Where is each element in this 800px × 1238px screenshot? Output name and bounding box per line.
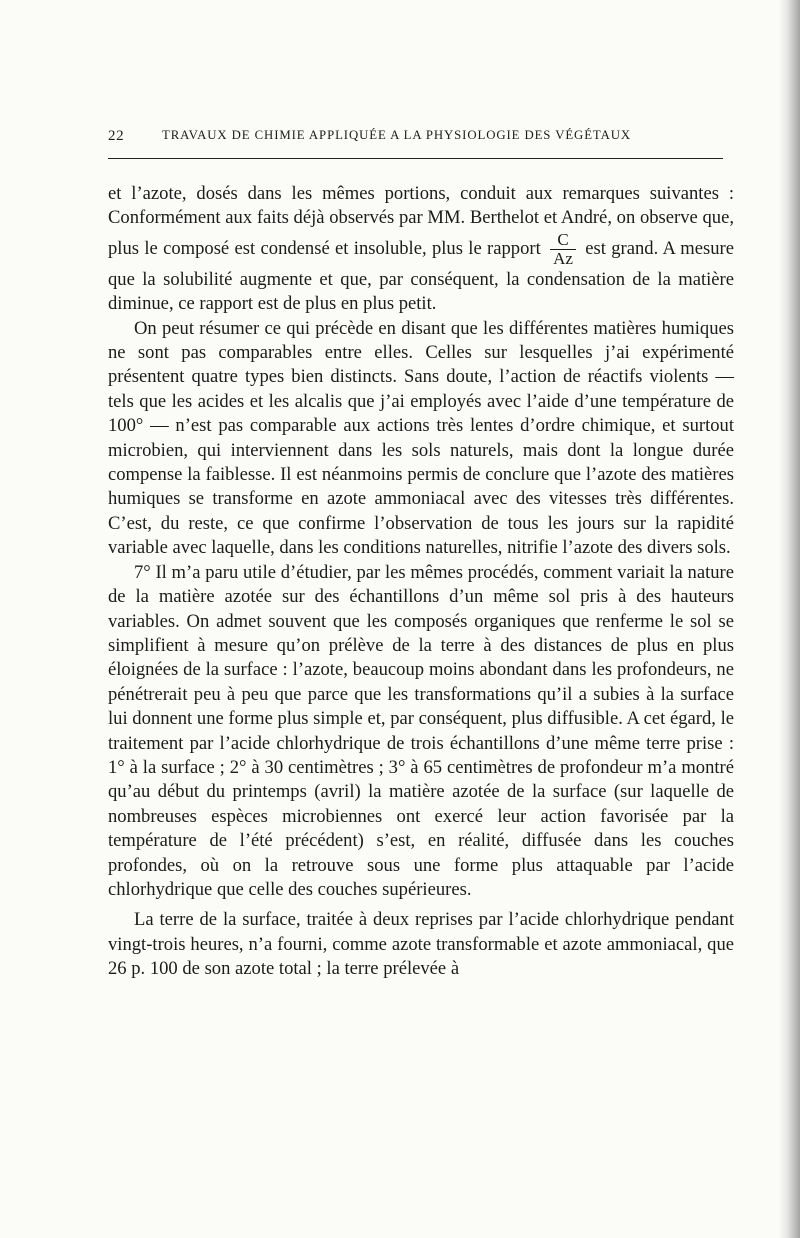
paragraph-1-part-a: et l’azote, dosés dans les mêmes portions, conduit aux remarques suivantes : Conformément aux faits déjà observés par MM. Berthelot et André, on observe que, plus le composé est condensé et insoluble, plus le rapport [108,183,734,259]
paragraph-1 [108,182,734,317]
running-header [108,124,723,150]
paragraph-2: On peut résumer ce qui précède en disant que les différentes matières humiques ne sont pas comparables entre elles. Celles sur lesquelles j’ai expérimenté présentent quatre types bien distincts. Sans doute, l’action de réactifs violents — tels que les acides et les alcalis que j’ai employés avec l’aide d’une température de 100° — n’est pas comparable aux actions très lentes d’ordre chimique, et surtout microbien, qui interviennent dans les sols naturels, mais dont la longue durée compense la faiblesse. Il est néanmoins permis de conclure que l’azote des matières humiques se transforme en azote ammoniacal avec des vitesses très différentes. C’est, du reste, ce que confirme l’observation de tous les jours sur la rapidité variable avec laquelle, dans les conditions naturelles, nitrifie l’azote des divers sols. [108,317,734,559]
paragraph-1-part-b: est grand. A mesure que la solubilité augmente et que, par conséquent, la condensation de la matière diminue, ce rapport est de plus en plus petit. [108,237,734,315]
paragraph-4: La terre de la surface, traitée à deux reprises par l’acide chlorhydrique pendant vingt-trois heures, n’a fourni, comme azote transformable et azote ammoniacal, que 26 p. 100 de son azote total ; la terre prélevée à [108,909,734,980]
body-text [108,182,734,982]
ratio-fraction [550,231,576,268]
scan-shadow-edge [778,0,800,1238]
running-title: TRAVAUX DE CHIMIE APPLIQUÉE A LA PHYSIOLOGIE DES VÉGÉTAUX [162,128,632,142]
page-number: 22 [108,128,125,144]
header-rule [108,158,723,159]
fraction-numerator: C [550,231,576,250]
paragraph-3: 7° Il m’a paru utile d’étudier, par les mêmes procédés, comment variait la nature de la matière azotée sur des échantillons d’un même sol pris à des hauteurs variables. On admet souvent que les composés organiques que renferme le sol se simplifient à mesure qu’on prélève de la terre à des distances de plus en plus éloignées de la surface : l’azote, beaucoup moins abondant dans les profondeurs, ne pénétrerait peu à peu que parce que les transformations qu’il a subies à la surface lui donnent une forme plus simple et, par conséquent, plus diffusible. A cet égard, le traitement par l’acide chlorhydrique de trois échantillons d’une même terre prise : 1° à la surface ; 2° à 30 centimètres ; 3° à 65 centimètres de profondeur m’a montré qu’au début du printemps (avril) la matière azotée de la surface (sur laquelle de nombreuses espèces microbiennes ont exercé leur action favorisée par la température de l’été précédent) s’est, en réalité, diffusée dans les couches profondes, où on la retrouve sous une forme plus attaquable par l’acide chlorhydrique que celle des couches supérieures. [108,561,734,900]
fraction-denominator: Az [553,248,573,268]
